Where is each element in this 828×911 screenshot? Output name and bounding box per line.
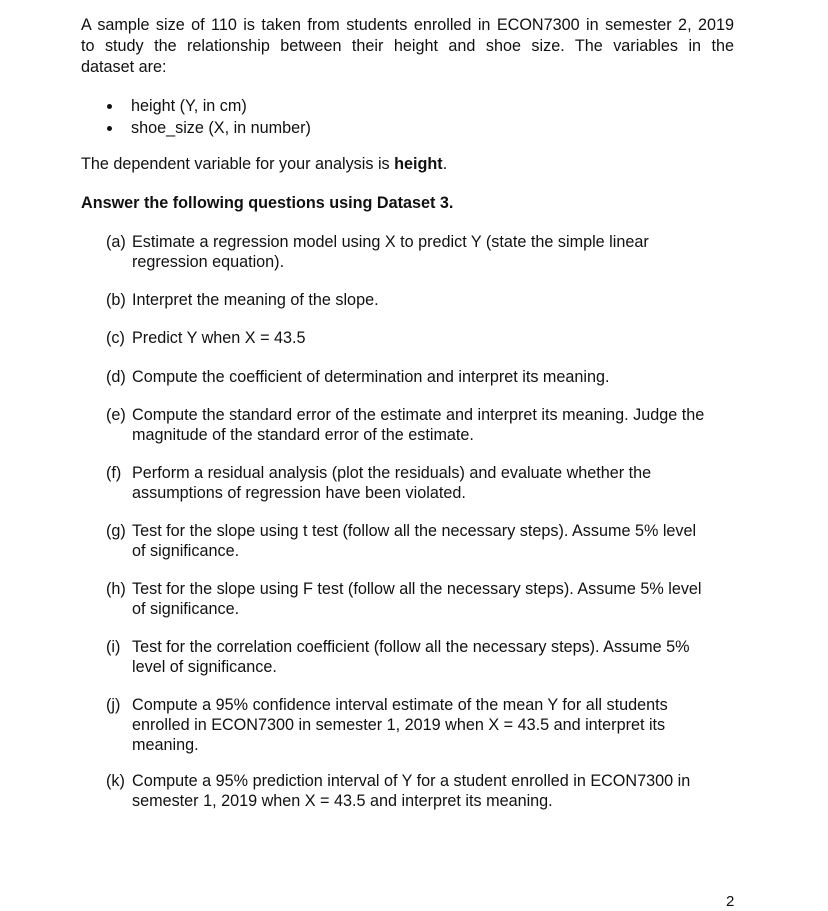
- question-text: enrolled in ECON7300 in semester 1, 2019 when X = 43.5 and interpret its: [132, 716, 666, 734]
- question-tag: (j): [106, 696, 121, 714]
- page-number: 2: [726, 893, 735, 910]
- question-text: Test for the slope using t test (follow all the necessary steps). Assume 5% level: [132, 522, 697, 540]
- question-text: Compute the coefficient of determination and interpret its meaning.: [132, 368, 610, 386]
- question-text: Compute the standard error of the estimate and interpret its meaning. Judge the: [132, 406, 705, 424]
- question-text: magnitude of the standard error of the estimate.: [132, 426, 474, 444]
- question-tag: (h): [106, 580, 126, 598]
- question-text: Test for the slope using F test (follow all the necessary steps). Assume 5% level: [132, 580, 702, 598]
- question-text: meaning.: [132, 736, 199, 754]
- question-i: [106, 637, 746, 677]
- question-text: semester 1, 2019 when X = 43.5 and interpret its meaning.: [132, 792, 553, 810]
- question-c: [106, 328, 746, 348]
- question-text: Perform a residual analysis (plot the residuals) and evaluate whether the: [132, 464, 652, 482]
- questions-heading: Answer the following questions using Dataset 3.: [81, 194, 454, 212]
- question-h: [106, 579, 746, 619]
- list-item: [104, 117, 311, 139]
- question-tag: (g): [106, 522, 126, 540]
- question-f: [106, 463, 746, 503]
- variable-shoe-size: shoe_size (X, in number): [131, 119, 311, 137]
- intro-line: dataset are:: [81, 58, 167, 76]
- dependent-suffix: .: [442, 155, 448, 173]
- question-g: [106, 521, 746, 561]
- intro-paragraph: [81, 15, 734, 78]
- dependent-variable-name: height: [394, 155, 443, 173]
- question-tag: (b): [106, 291, 126, 309]
- dependent-prefix: The dependent variable for your analysis is: [81, 155, 395, 173]
- question-j: [106, 695, 746, 755]
- question-tag: (k): [106, 772, 125, 790]
- dependent-variable-sentence: [81, 154, 447, 174]
- variable-height: height (Y, in cm): [131, 97, 247, 115]
- question-e: [106, 405, 746, 445]
- question-text: assumptions of regression have been violated.: [132, 484, 466, 502]
- question-tag: (e): [106, 406, 126, 424]
- question-tag: (a): [106, 233, 126, 251]
- question-text: of significance.: [132, 600, 240, 618]
- intro-line: to study the relationship between their height and shoe size. The variables in the: [81, 37, 734, 55]
- question-text: level of significance.: [132, 658, 277, 676]
- intro-line: A sample size of 110 is taken from students enrolled in ECON7300 in semester 2, 2019: [81, 16, 734, 34]
- question-a: [106, 232, 746, 272]
- question-text: regression equation).: [132, 253, 285, 271]
- question-text: Interpret the meaning of the slope.: [132, 291, 379, 309]
- question-text: Predict Y when X = 43.5: [132, 329, 306, 347]
- question-b: [106, 290, 746, 310]
- bullet-icon: [107, 126, 112, 131]
- question-tag: (d): [106, 368, 126, 386]
- question-text: Test for the correlation coefficient (follow all the necessary steps). Assume 5%: [132, 638, 690, 656]
- question-tag: (f): [106, 464, 122, 482]
- question-d: [106, 367, 746, 387]
- bullet-icon: [107, 104, 112, 109]
- question-tag: (c): [106, 329, 125, 347]
- question-text: Estimate a regression model using X to predict Y (state the simple linear: [132, 233, 649, 251]
- variable-list: [104, 95, 311, 139]
- question-text: of significance.: [132, 542, 240, 560]
- question-text: Compute a 95% confidence interval estimate of the mean Y for all students: [132, 696, 668, 714]
- question-k: [106, 771, 746, 811]
- question-text: Compute a 95% prediction interval of Y for a student enrolled in ECON7300 in: [132, 772, 691, 790]
- question-tag: (i): [106, 638, 121, 656]
- list-item: [104, 95, 311, 117]
